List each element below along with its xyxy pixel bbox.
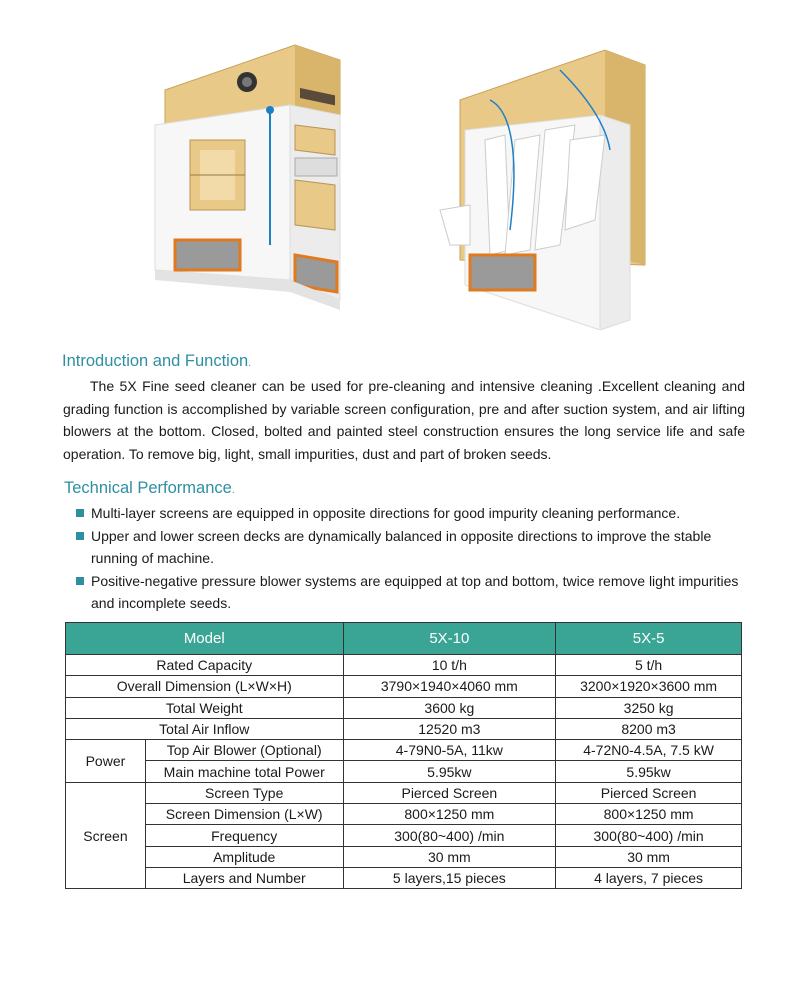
row-label: Main machine total Power: [145, 761, 343, 782]
intro-heading: [62, 352, 251, 371]
row-label: Screen Type: [145, 782, 343, 803]
cell-value: 8200 m3: [556, 718, 742, 739]
seed-cleaner-5x5-image: [430, 30, 660, 330]
bullet-item: [76, 570, 748, 615]
cell-value: 4 layers, 7 pieces: [556, 867, 742, 888]
cell-value: 5 t/h: [556, 655, 742, 676]
row-label: Overall Dimension (L×W×H): [66, 676, 344, 697]
cell-value: 4-79N0-5A, 11kw: [343, 740, 556, 761]
row-label: Top Air Blower (Optional): [145, 740, 343, 761]
table-row: [66, 761, 742, 782]
cell-value: 800×1250 mm: [556, 804, 742, 825]
table-row: [66, 740, 742, 761]
cell-value: 300(80~400) /min: [343, 825, 556, 846]
cell-value: 300(80~400) /min: [556, 825, 742, 846]
bullet-text: Multi-layer screens are equipped in opposite directions for good impurity cleaning performance.: [91, 505, 681, 521]
row-label: Total Weight: [66, 697, 344, 718]
group-label-power: Power: [66, 740, 146, 783]
cell-value: 5.95kw: [556, 761, 742, 782]
table-header-row: [66, 623, 742, 655]
spec-table: [65, 622, 742, 889]
table-row: [66, 846, 742, 867]
row-label: Rated Capacity: [66, 655, 344, 676]
header-model-1: 5X-10: [343, 623, 556, 655]
group-label-screen: Screen: [66, 782, 146, 888]
technical-heading: [64, 479, 235, 498]
table-row: [66, 697, 742, 718]
row-label: Total Air Inflow: [66, 718, 344, 739]
cell-value: 3250 kg: [556, 697, 742, 718]
cell-value: 5 layers,15 pieces: [343, 867, 556, 888]
bullet-square-icon: [76, 532, 84, 540]
cell-value: 10 t/h: [343, 655, 556, 676]
cell-value: 3790×1940×4060 mm: [343, 676, 556, 697]
table-row: [66, 867, 742, 888]
cell-value: 30 mm: [343, 846, 556, 867]
cell-value: Pierced Screen: [343, 782, 556, 803]
table-row: [66, 655, 742, 676]
intro-heading-text: Introduction and Function: [62, 352, 249, 370]
cell-value: 3200×1920×3600 mm: [556, 676, 742, 697]
technical-heading-mark: .: [231, 485, 235, 496]
technical-bullet-list: [76, 502, 748, 615]
cell-value: 30 mm: [556, 846, 742, 867]
table-row: [66, 718, 742, 739]
table-row: [66, 804, 742, 825]
row-label: Layers and Number: [145, 867, 343, 888]
cell-value: Pierced Screen: [556, 782, 742, 803]
table-row: [66, 782, 742, 803]
bullet-text: Upper and lower screen decks are dynamically balanced in opposite directions to improve the stable running of machine.: [91, 527, 712, 566]
cell-value: 800×1250 mm: [343, 804, 556, 825]
row-label: Amplitude: [145, 846, 343, 867]
cell-value: 5.95kw: [343, 761, 556, 782]
seed-cleaner-5x10-image: [145, 30, 360, 325]
bullet-square-icon: [76, 509, 84, 517]
technical-heading-text: Technical Performance: [64, 479, 232, 497]
intro-heading-mark: .: [248, 358, 251, 369]
bullet-square-icon: [76, 577, 84, 585]
cell-value: 4-72N0-4.5A, 7.5 kW: [556, 740, 742, 761]
bullet-item: [76, 502, 748, 525]
table-row: [66, 825, 742, 846]
header-model-2: 5X-5: [556, 623, 742, 655]
bullet-item: [76, 525, 748, 570]
bullet-text: Positive-negative pressure blower systems are equipped at top and bottom, twice remove light impurities and incomplete seeds.: [91, 572, 739, 611]
intro-paragraph: The 5X Fine seed cleaner can be used for pre-cleaning and intensive cleaning .Excellent cleaning and grading function is accomplished by variable screen configuration, pre and after suction system, and air lifting blowers at the bottom. Closed, bolted and painted steel construction ensures the long service life and safe operation. To remove big, light, small impurities, dust and part of broken seeds.: [63, 378, 745, 463]
cell-value: 12520 m3: [343, 718, 556, 739]
cell-value: 3600 kg: [343, 697, 556, 718]
row-label: Screen Dimension (L×W): [145, 804, 343, 825]
header-model: Model: [66, 623, 344, 655]
table-row: [66, 676, 742, 697]
row-label: Frequency: [145, 825, 343, 846]
